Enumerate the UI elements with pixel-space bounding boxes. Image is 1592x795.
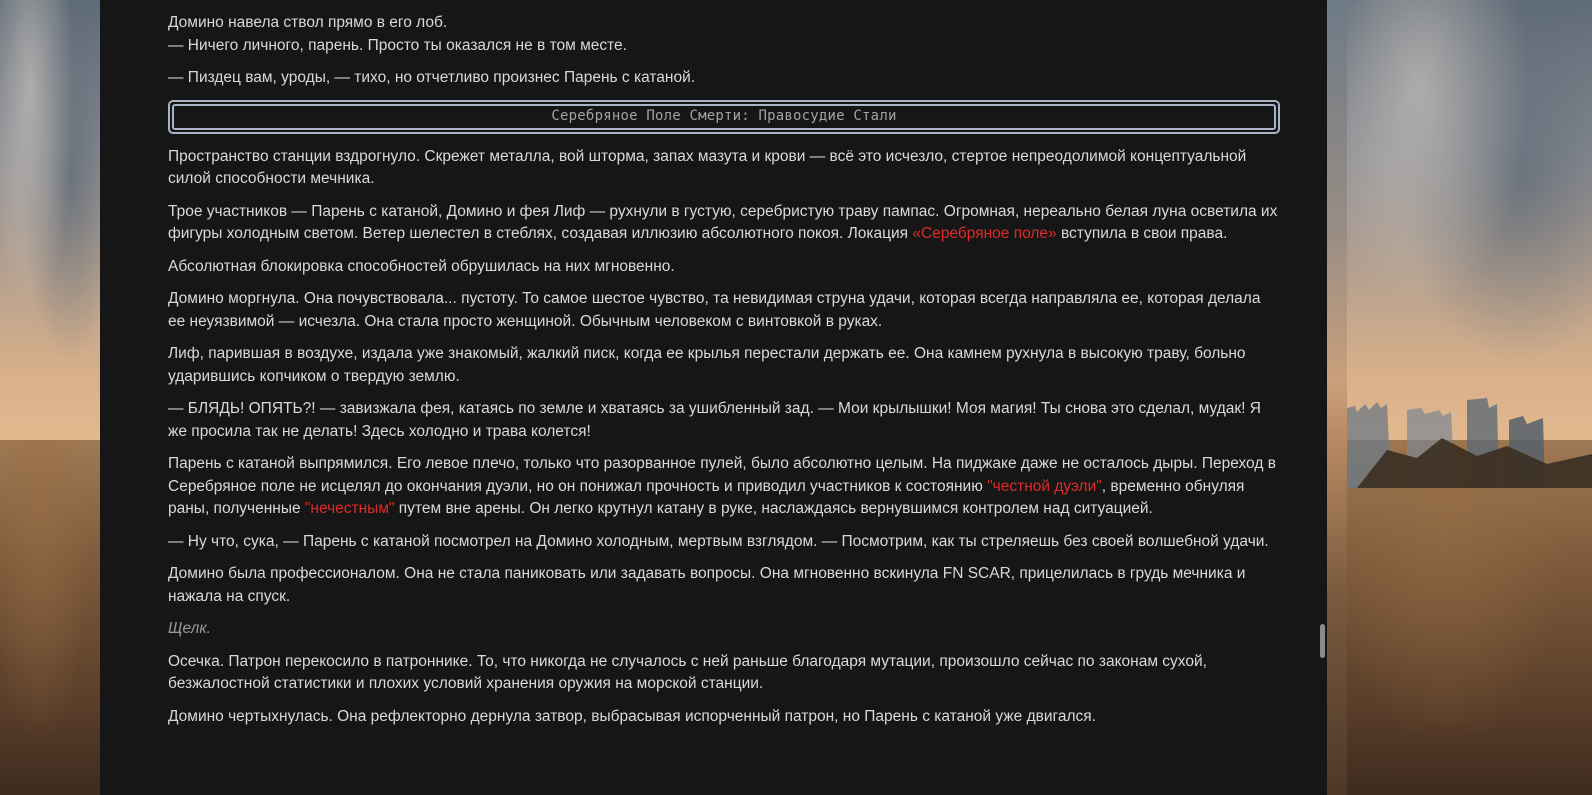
paragraph: Домино навела ствол прямо в его лоб. [168,14,448,31]
paragraph: Абсолютная блокировка способностей обрушилась на них мгновенно. [168,257,675,275]
background-right [1347,0,1592,795]
highlighted-text: "честной дуэли" [987,477,1102,495]
paragraph: Домино чертыхнулась. Она рефлекторно дернула затвор, выбрасывая испорченный патрон, но Парень с катаной уже двигался. [168,707,1096,725]
paragraph-text: , временно обнуляя раны, полученные [168,477,1245,517]
paragraph [168,201,1280,246]
paragraph-text: Парень с катаной выпрямился. Его левое плечо, только что разорванное пулей, было абсолютно целым. На пиджаке даже не осталось дыры. Переход в Серебряное поле не исцелял до окончания дуэли, но он понижал прочность и приводил участников к состоянию [168,455,1276,495]
highlighted-text: «Серебряное поле» [912,225,1057,242]
story-content [168,12,1280,738]
paragraph: Домино была профессионалом. Она не стала паниковать или задавать вопросы. Она мгновенно вскинула FN SCAR, прицелилась в грудь мечника и нажала на спуск. [168,565,1246,605]
paragraph: — Ну что, сука, — Парень с катаной посмотрел на Домино холодным, мертвым взглядом. — Посмотрим, как ты стреляешь без своей волшебной удачи. [168,532,1269,550]
paragraph-text: Трое участников — Парень с катаной, Домино и фея Лиф — рухнули в густую, серебристую траву пампас. Огромная, нереально белая луна осветила их фигуры холодным светом. Ветер шелестел в стеблях, создавая иллюзию абсолютного покоя. Локация [168,202,1278,242]
paragraph-text: путем вне арены. Он легко крутнул катану в руке, наслаждаясь вернувшимся контролем над ситуацией. [394,500,1153,517]
scrollbar-thumb[interactable] [1320,624,1325,658]
paragraph: — Ничего личного, парень. Просто ты оказался не в том месте. [168,36,627,54]
paragraph: — БЛЯДЬ! ОПЯТЬ?! — завизжала фея, катаясь по земле и хватаясь за ушибленный зад. — Мои крылышки! Моя магия! Ты снова это сделал, мудак! Я же просила так не делать! Здесь холодно и трава колется! [168,400,1261,440]
paragraph: Домино моргнула. Она почувствовала... пустоту. То самое шестое чувство, та невидимая струна удачи, которая всегда направляла ее, которая делала ее неуязвимой — исчезла. Она стала просто женщиной. Обычным человеком с винтовкой в руках. [168,290,1261,330]
background-left [0,0,100,795]
background-ground [0,440,100,795]
paragraph: Лиф, парившая в воздухе, издала уже знакомый, жалкий писк, когда ее крылья перестали держать ее. Она камнем рухнула в высокую траву, больно ударившись копчиком о твердую землю. [168,345,1246,385]
highlighted-text: "нечестным" [304,500,395,517]
background-ground [1347,440,1592,795]
paragraph: Пространство станции вздрогнуло. Скрежет металла, вой шторма, запах мазута и крови — всё это исчезло, стертое непреодолимой концептуальной силой способности мечника. [168,147,1247,187]
ruined-buildings-illustration [1347,398,1592,488]
paragraph: Осечка. Патрон перекосило в патроннике. То, что никогда не случалось с ней раньше благодаря мутации, произошло сейчас по законам сухой, безжалостной статистики и плохих условий хранения оружия на морской станции. [168,652,1207,692]
reader-panel [100,0,1327,795]
chapter-heading: Серебряное Поле Смерти: Правосудие Стали [172,104,1276,130]
paragraph: — Пиздец вам, уроды, — тихо, но отчетливо произнес Парень с катаной. [168,69,696,86]
paragraph [168,453,1280,521]
background-sky [0,0,100,440]
chapter-heading-box [168,100,1280,134]
background-sky [1347,0,1592,440]
paragraph-italic: Щелк. [168,620,211,637]
paragraph-text: вступила в свои права. [1056,225,1228,242]
